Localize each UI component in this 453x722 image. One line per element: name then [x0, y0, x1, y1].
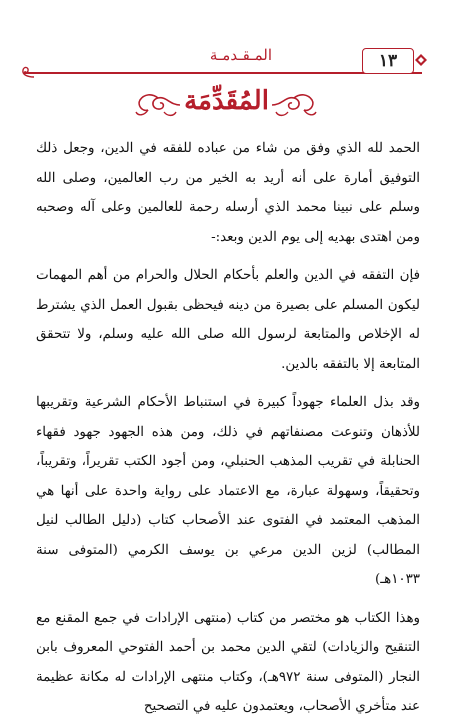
page-number-text: ١٣ [378, 51, 398, 71]
section-heading [0, 86, 453, 122]
header-right-ornament-icon [414, 53, 428, 67]
running-header [24, 46, 422, 80]
right-floral-ornament-icon [270, 90, 318, 120]
body-text [36, 134, 420, 722]
header-left-ornament-icon [20, 65, 36, 79]
page-number [362, 48, 414, 74]
paragraph-scholars-efforts: وقد بذل العلماء جهوداً كبيرة في استنباط الأحكام الشرعية وتقريبها للأذهان وتنوعت مصنفاتهم في ذلك، ومن هذه الجهود جهود فقهاء الحنابلة في تقريب المذهب الحنبلي، ومن أجود الكتب تقريراً، وتقريباً، وتحقيقاً، وسهولة عبارة، مع الاعتماد على رواية واحدة على أنها هي المذهب المعتمد في الفتوى عند الأصحاب كتاب (دليل الطالب لنيل المطالب) لزين الدين مرعي بن يوسف الكرمي (المتوفى سنة ١٠٣٣هـ) [36, 395, 420, 587]
paragraph-book-origin: وهذا الكتاب هو مختصر من كتاب (منتهى الإرادات في جمع المقنع مع التنقيح والزيادات) لتقي الدين محمد بن أحمد الفتوحي المعروف بابن النجار (المتوفى سنة ٩٧٢هـ)، وكتاب منتهى الإرادات له مكانة عظيمة عند متأخري الأصحاب، ويعتمدون عليه في التصحيح [36, 610, 420, 714]
section-title: المُقَدِّمَة [184, 86, 269, 116]
paragraph-fiqh-importance: فإن التفقه في الدين والعلم بأحكام الحلال والحرام من أهم المهمات ليكون المسلم على بصيرة من دينه فيحظى بقبول العمل الذي يشترط له الإخلاص والمتابعة لرسول الله صلى الله عليه وسلم، ولا تتحقق المتابعة إلا بالتفقه بالدين. [36, 268, 420, 372]
paragraph-opening: الحمد لله الذي وفق من شاء من عباده للفقه في الدين، وجعل ذلك التوفيق أمارة على أنه أريد به الخير من رب العالمين، وصلى الله وسلم على نبينا محمد الذي أرسله رحمة للعالمين وعلى آله وصحبه ومن اهتدى بهديه إلى يوم الدين وبعد:- [36, 141, 420, 245]
running-title: المـقـدمـة [209, 46, 272, 64]
